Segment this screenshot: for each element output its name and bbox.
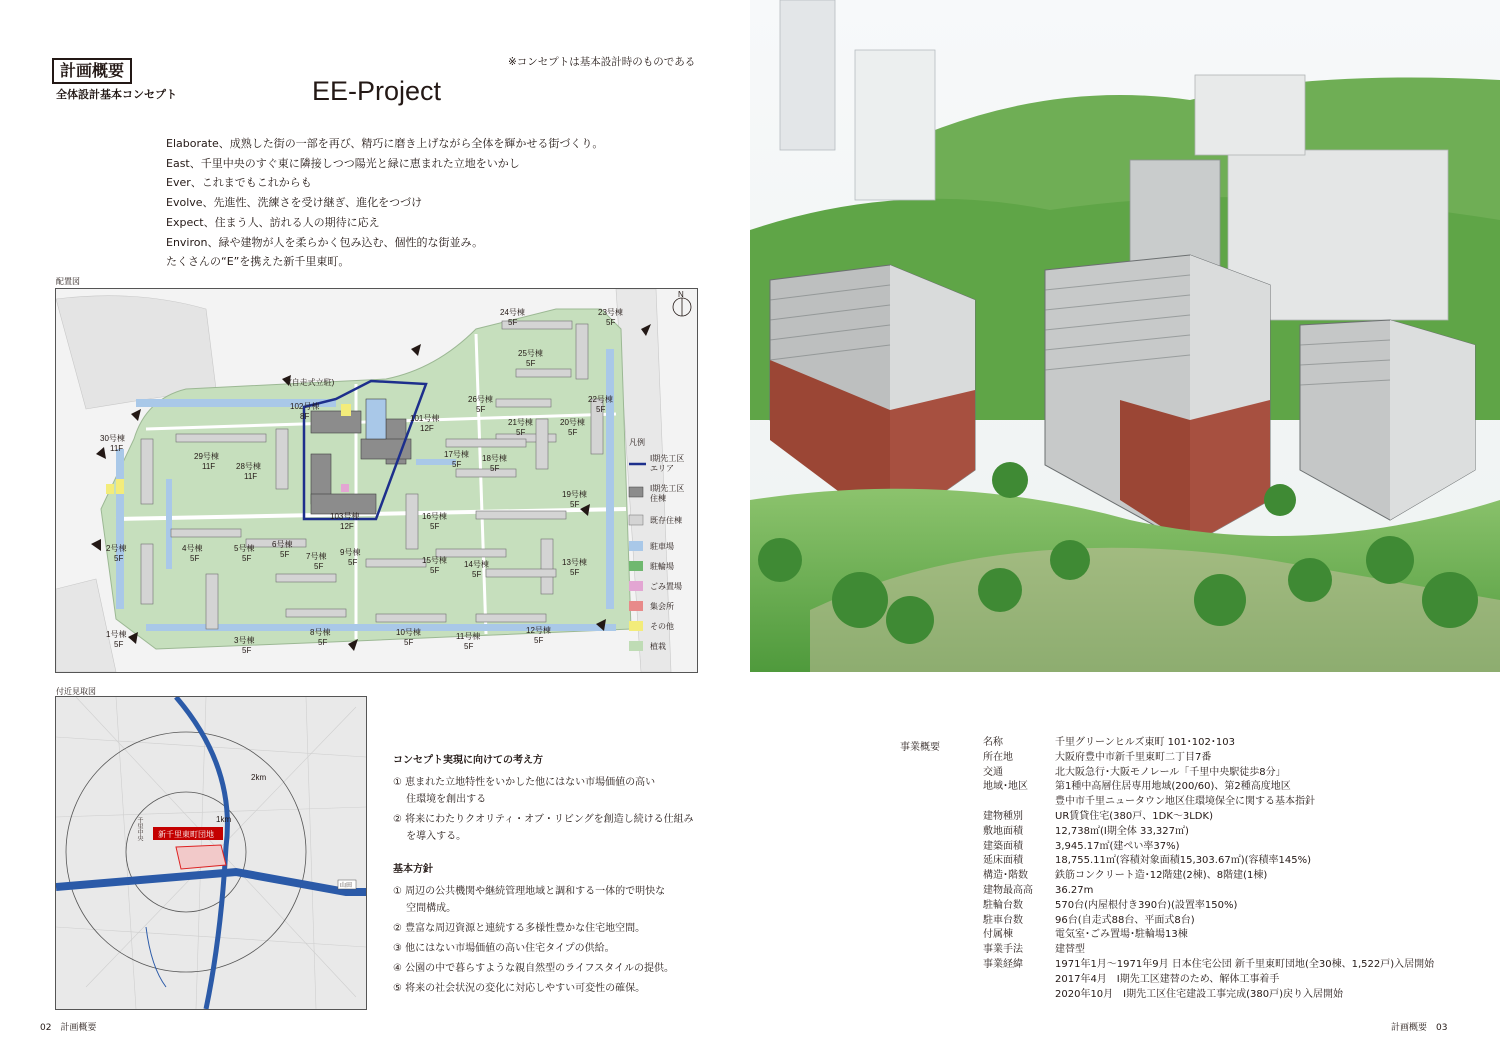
building-label: 10号棟 (396, 628, 421, 637)
building-label: 30号棟 (100, 434, 125, 443)
business-key: 事業手法 (983, 944, 1023, 956)
building-floor: 5F (534, 636, 544, 645)
concept-line: たくさんの“E”を携えた新千里東町。 (166, 255, 350, 269)
building-floor: 11F (110, 444, 124, 453)
building-label: 23号棟 (598, 308, 623, 317)
business-key (983, 973, 1055, 988)
building-label: 21号棟 (508, 418, 533, 427)
policy-line: ④ 公園の中で暮らすような親自然型のライフスタイルの提供。 (393, 963, 674, 974)
legend-label: 駐輪場 (650, 562, 674, 571)
page-title: EE-Project (312, 76, 442, 106)
building-floor: 5F (348, 558, 358, 567)
radius-1km-label: 1km (216, 815, 232, 824)
building-floor: 5F (190, 554, 200, 563)
business-key: 建物種別 (983, 810, 1023, 822)
approach-line: 住環境を創出する (393, 794, 487, 805)
building-label: 24号棟 (500, 308, 525, 317)
policy-line: ② 豊富な周辺資源と連続する多様性豊かな住宅地空間。 (393, 923, 646, 934)
building-label: 11号棟 (456, 632, 481, 641)
policy-line: ⑤ 将来の社会状況の変化に対応しやすい可変性の確保。 (393, 983, 646, 994)
building-label: 25号棟 (518, 349, 543, 358)
approach-line: ② 将来にわたりクオリティ・オブ・リビングを創造し続ける仕組み (393, 814, 694, 825)
site-map-svg (56, 289, 697, 672)
business-value: 豊中市千里ニュータウン地区住環境保全に関する基本指針 (1055, 796, 1315, 808)
building-label: 5号棟 (234, 544, 255, 553)
target-area (176, 845, 226, 869)
building-label: 13号棟 (562, 558, 587, 567)
policy-line: ① 周辺の公共機関や継続管理地域と調和する一体的で明快な (393, 886, 666, 897)
business-value: 1971年1月～1971年9月 日本住宅公団 新千里東町団地(全30棟、1,522戸)入居開始 (1055, 958, 1435, 970)
approach-line: ① 恵まれた立地特性をいかした他にはない市場価値の高い (393, 777, 656, 788)
business-key (983, 988, 1055, 1003)
business-row (983, 869, 1434, 884)
business-row (983, 736, 1434, 751)
building-label: 7号棟 (306, 552, 327, 561)
concept-line: Evolve、先進性、洗練さを受け継ぎ、進化をつづけ (166, 196, 423, 210)
building-floor: 5F (526, 359, 536, 368)
business-key: 敷地面積 (983, 825, 1023, 837)
building-floor: 5F (516, 428, 526, 437)
business-key: 構造･階数 (983, 870, 1028, 882)
building-label: 19号棟 (562, 490, 587, 499)
legend-line: I期先工区 (650, 484, 685, 493)
building-floor: 5F (430, 566, 440, 575)
footer-right: 計画概要 03 (1391, 1023, 1448, 1033)
building-label: 14号棟 (464, 560, 489, 569)
building-floor: 5F (568, 428, 578, 437)
business-label: 事業概要 (900, 742, 940, 753)
building-label: 28号棟 (236, 462, 261, 471)
business-row (983, 825, 1434, 840)
legend-label: ごみ置場 (650, 582, 682, 591)
building-label: 2号棟 (106, 544, 127, 553)
business-table (983, 736, 1434, 1002)
building-floor: 5F (318, 638, 328, 647)
business-row (983, 884, 1434, 899)
business-value: 大阪府豊中市新千里東町二丁目7番 (1055, 751, 1212, 763)
building-label: 102号棟 (290, 402, 320, 411)
radius-2km-label: 2km (251, 773, 267, 782)
rendering-svg (750, 0, 1500, 672)
building-floor: 5F (464, 642, 474, 651)
building-label: 3号棟 (234, 636, 255, 645)
building-floor: 5F (476, 405, 486, 414)
building-floor: 5F (404, 638, 414, 647)
legend-label: 集会所 (650, 602, 674, 611)
building-label: 26号棟 (468, 395, 493, 404)
rendering-illustration (750, 0, 1500, 672)
north-label: N (678, 290, 684, 299)
legend-line: エリア (650, 464, 674, 473)
business-row (983, 810, 1434, 825)
concept-line: Environ、緑や建物が人を柔らかく包み込む、個性的な街並み。 (166, 235, 484, 249)
station-label: 千里中央 (136, 817, 142, 841)
building-label: 6号棟 (272, 540, 293, 549)
business-key: 名称 (983, 737, 1003, 748)
legend-line: I期先工区 (650, 454, 685, 463)
business-row (983, 928, 1434, 943)
business-row (983, 914, 1434, 929)
building-floor: 5F (570, 568, 580, 577)
concept-subhead: 全体設計基本コンセプト (56, 88, 177, 101)
building-floor: 5F (114, 554, 124, 563)
concept-line: East、千里中央のすぐ東に隣接しつつ陽光と緑に恵まれた立地をいかし (166, 156, 520, 170)
policy-line: ③ 他にはない市場価値の高い住宅タイプの供給。 (393, 943, 615, 954)
building-floor: 5F (596, 405, 606, 414)
business-row (983, 988, 1434, 1003)
concept-line: Ever、これまでもこれからも (166, 176, 312, 190)
building-floor: 5F (472, 570, 482, 579)
site-map-caption: 配置図 (56, 277, 80, 286)
footer-left: 02 計画概要 (40, 1023, 97, 1033)
area-map (55, 696, 367, 1010)
building-floor: 11F (244, 472, 258, 481)
building-floor: 8F (300, 412, 310, 421)
business-value: 北大阪急行･大阪モノレール「千里中央駅徒歩8分」 (1055, 766, 1286, 778)
business-value: 96台(自走式88台、平面式8台) (1055, 914, 1195, 926)
building-label: 103号棟 (330, 512, 360, 521)
business-key: 建物最高高 (983, 884, 1033, 896)
building-label: 12号棟 (526, 626, 551, 635)
building-label: 22号棟 (588, 395, 613, 404)
business-row (983, 973, 1434, 988)
building-floor: 5F (452, 460, 462, 469)
policy-line: 空間構成。 (393, 903, 457, 914)
building-floor: 11F (202, 462, 216, 471)
business-key: 駐輪台数 (983, 899, 1023, 911)
site-map (55, 288, 698, 673)
business-row (983, 943, 1434, 958)
building-label: 9号棟 (340, 548, 361, 557)
policy-title: 基本方針 (393, 864, 433, 875)
business-value: 電気室･ごみ置場･駐輪場13棟 (1055, 929, 1188, 941)
building-label: 29号棟 (194, 452, 219, 461)
concept-line: Elaborate、成熟した街の一部を再び、精巧に磨き上げながら全体を輝かせる街づくり。 (166, 137, 604, 150)
business-row (983, 840, 1434, 855)
business-row (983, 854, 1434, 869)
building-floor: 5F (242, 646, 252, 655)
approach-section (393, 752, 713, 997)
business-key: 駐車台数 (983, 914, 1023, 926)
business-row (983, 766, 1434, 781)
building-floor: 5F (490, 464, 500, 473)
legend-line: 住棟 (650, 494, 666, 503)
building-floor: 5F (242, 554, 252, 563)
business-value: 18,755.11㎡(容積対象面積15,303.67㎡)(容積率145%) (1055, 855, 1311, 867)
business-value: 千里グリーンヒルズ東町 101･102･103 (1055, 737, 1235, 748)
legend-label: 既存住棟 (650, 516, 682, 525)
building-label: 4号棟 (182, 544, 203, 553)
business-key: 事業経緯 (983, 958, 1023, 970)
building-label: 16号棟 (422, 512, 447, 521)
building-label: 101号棟 (410, 414, 440, 423)
legend-label: 植栽 (650, 642, 666, 651)
business-key: 所在地 (983, 751, 1013, 763)
exit-label: 山田 (340, 883, 353, 889)
business-value: UR賃貸住宅(380戸、1DK～3LDK) (1055, 810, 1213, 822)
building-floor: 5F (606, 318, 616, 327)
business-key (983, 795, 1055, 810)
concept-note: ※コンセプトは基本設計時のものである (508, 56, 696, 68)
area-map-svg (56, 697, 366, 1009)
building-label: 18号棟 (482, 454, 507, 463)
business-value: 第1種中高層住居専用地域(200/60)、第2種高度地区 (1055, 781, 1291, 793)
business-value: 12,738㎡(I期全体 33,327㎡) (1055, 825, 1189, 837)
business-row (983, 958, 1434, 973)
business-value: 3,945.17㎡(建ぺい率37%) (1055, 840, 1180, 852)
business-key: 建築面積 (983, 840, 1023, 852)
building-floor: 5F (280, 550, 290, 559)
business-row (983, 780, 1434, 795)
building-label: 8号棟 (310, 628, 331, 637)
business-value: 鉄筋コンクリート造･12階建(2棟)、8階建(1棟) (1055, 870, 1268, 882)
business-key: 付属棟 (983, 929, 1013, 941)
legend-title: 凡例 (629, 438, 645, 447)
concept-line: Expect、住まう人、訪れる人の期待に応え (166, 215, 380, 229)
business-row (983, 899, 1434, 914)
business-row (983, 795, 1434, 810)
building-floor: 5F (114, 640, 124, 649)
area-map-caption: 付近見取図 (56, 687, 96, 696)
building-label: 15号棟 (422, 556, 447, 565)
building-floor: 5F (430, 522, 440, 531)
building-floor: 5F (570, 500, 580, 509)
business-value: 36.27m (1055, 884, 1094, 896)
building-floor: 5F (508, 318, 518, 327)
parking-self-label: (自走式立駐) (289, 378, 335, 387)
legend-label: その他 (650, 622, 674, 631)
business-key: 延床面積 (983, 855, 1023, 867)
business-key: 地域･地区 (983, 781, 1028, 793)
building-floor: 12F (340, 522, 354, 531)
business-key: 交通 (983, 766, 1003, 778)
business-value: 2020年10月 I期先工区住宅建設工事完成(380戸)戻り入居開始 (1055, 988, 1344, 1000)
building-floor: 5F (314, 562, 324, 571)
target-label: 新千里東町団地 (158, 830, 214, 839)
business-value: 建替型 (1055, 944, 1085, 956)
approach-line: を導入する。 (393, 831, 467, 842)
concept-text (166, 134, 603, 272)
building-label: 17号棟 (444, 450, 469, 459)
business-value: 2017年4月 I期先工区建替のため、解体工事着手 (1055, 973, 1280, 985)
approach-title: コンセプト実現に向けての考え方 (393, 755, 543, 766)
legend-label: 駐車場 (650, 542, 674, 551)
building-label: 20号棟 (560, 418, 585, 427)
business-row (983, 751, 1434, 766)
section-label: 計画概要 (52, 58, 132, 84)
business-value: 570台(内屋根付き390台)(設置率150%) (1055, 899, 1238, 911)
building-label: 1号棟 (106, 630, 127, 639)
building-floor: 12F (420, 424, 434, 433)
